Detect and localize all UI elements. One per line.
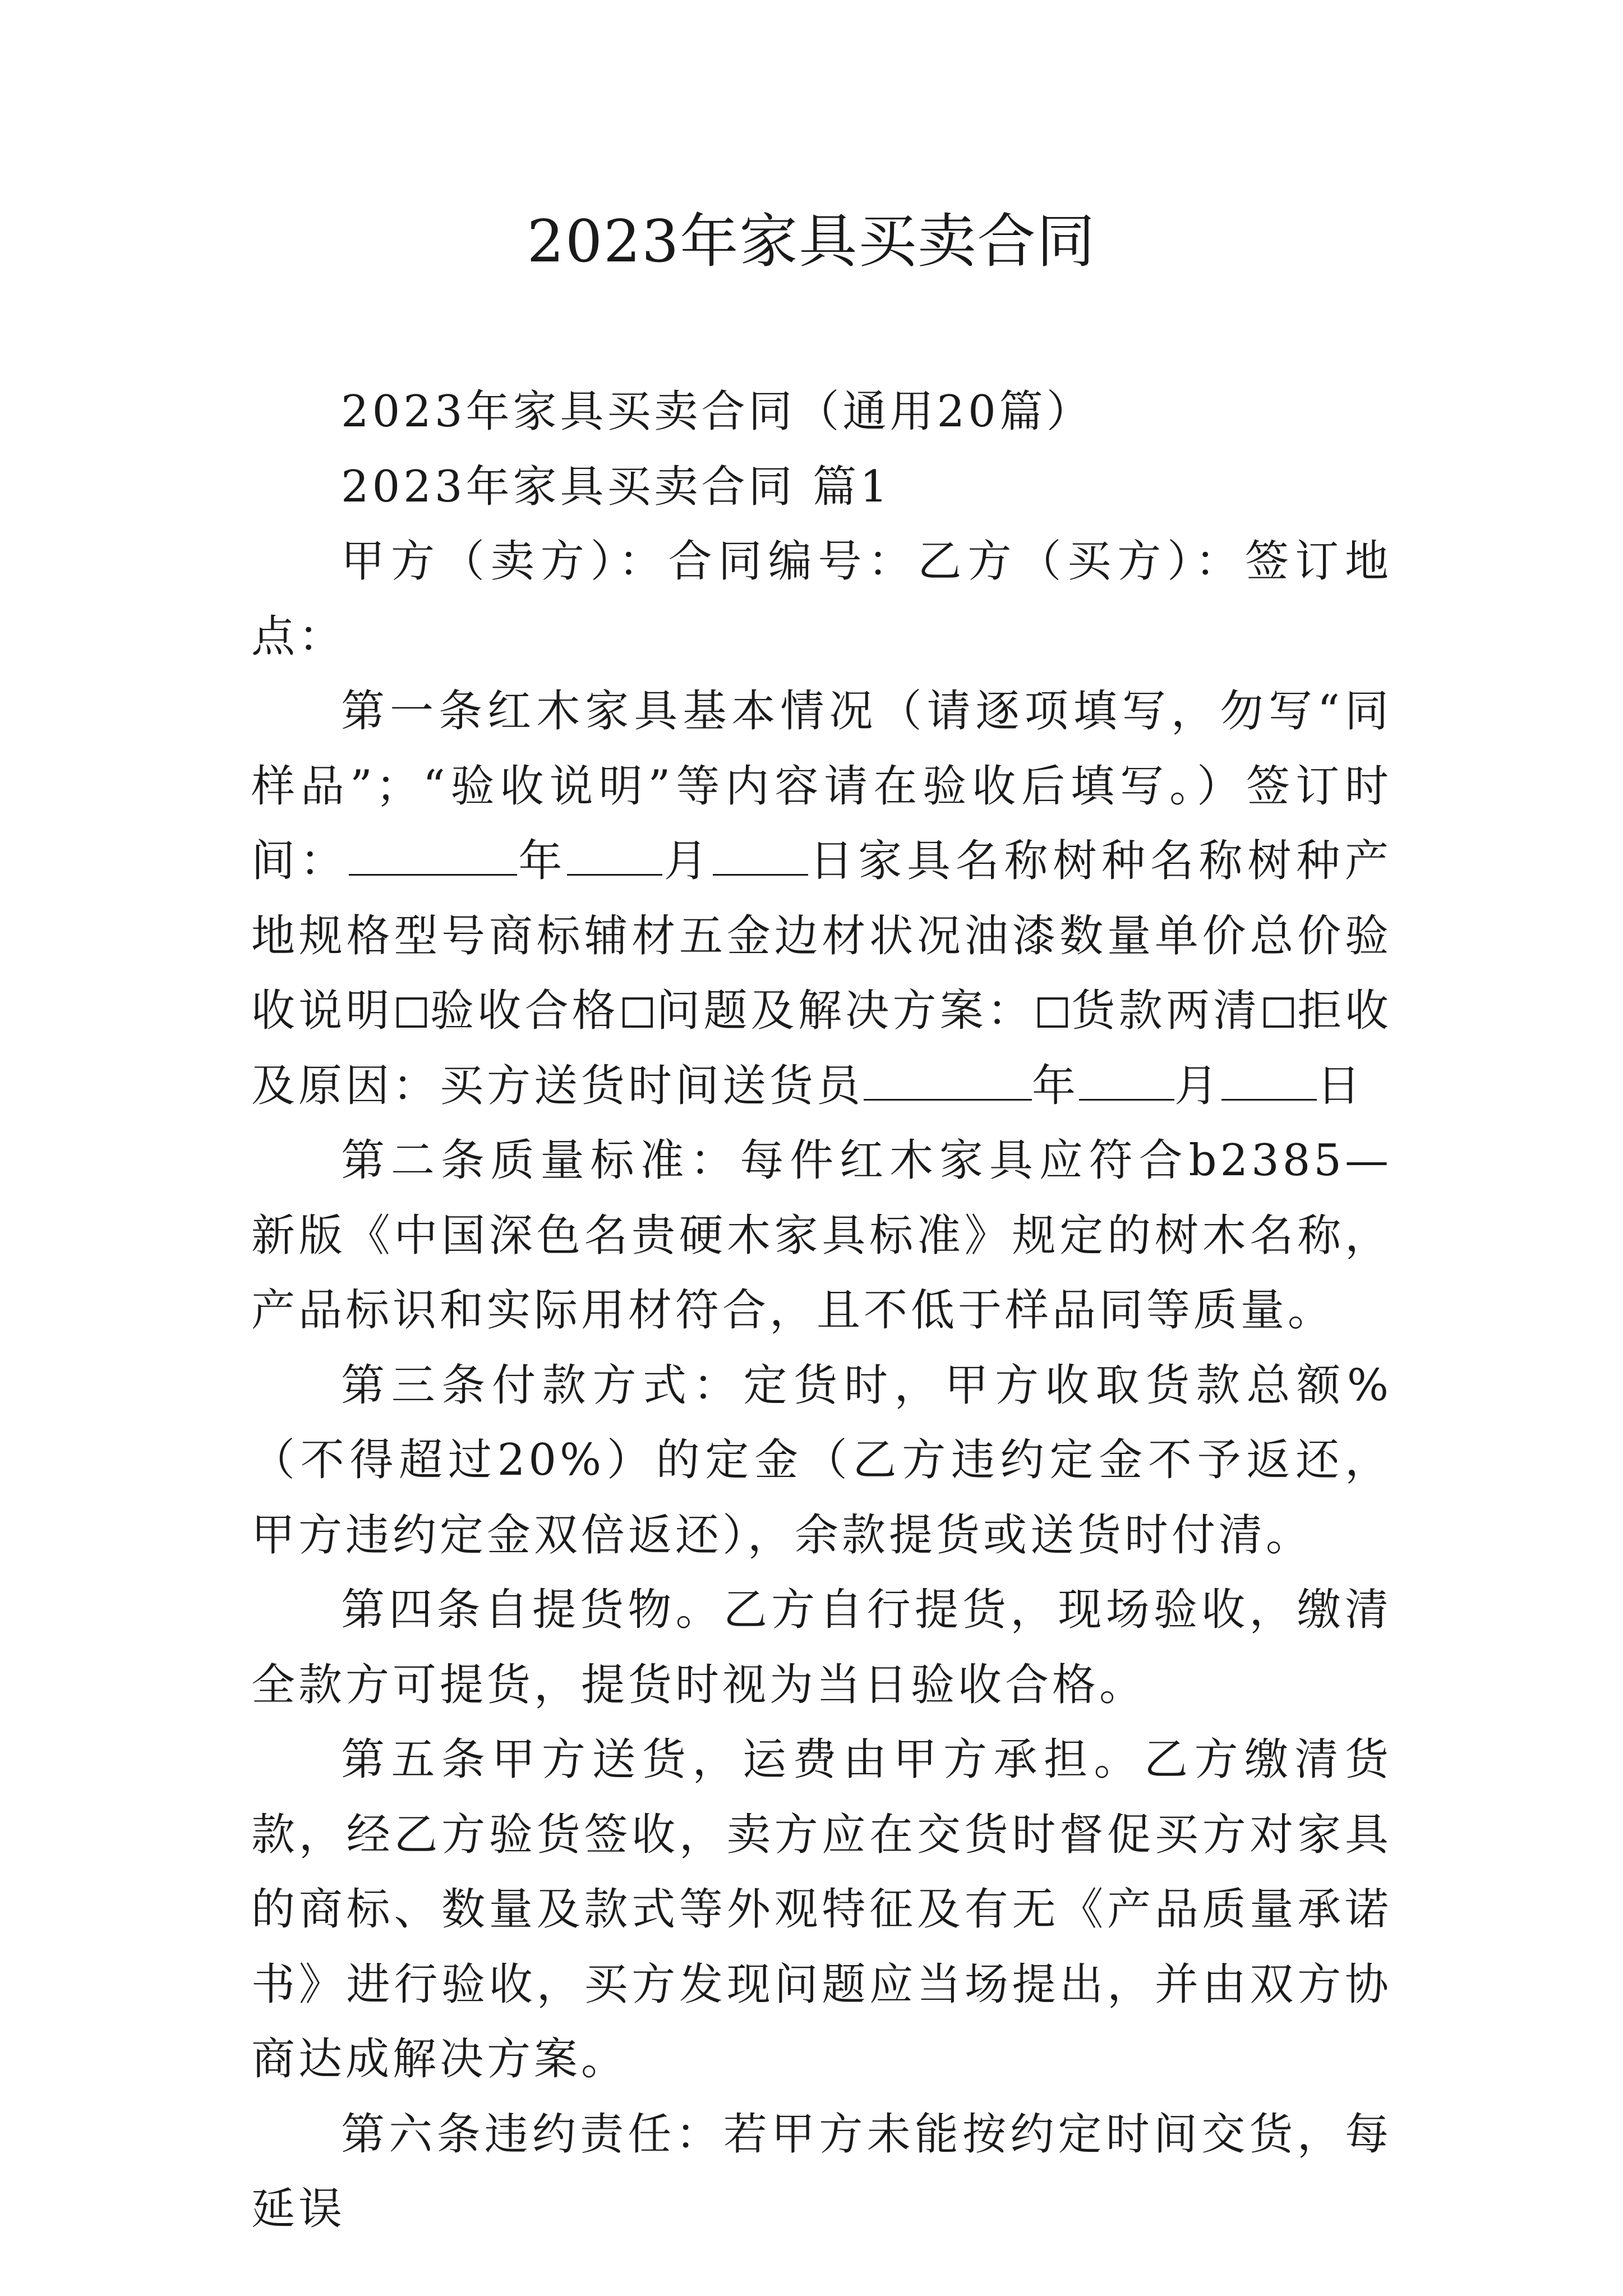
article-1 <box>251 674 1392 1124</box>
checkbox-icon <box>1038 997 1068 1028</box>
article-5: 第五条甲方送货，运费由甲方承担。乙方缴清货款，经乙方验货签收，卖方应在交货时督促买方对家具的商标、数量及款式等外观特征及有无《产品质量承诺书》进行验收，买方发现问题应当场提出，并由双方协商达成解决方案。 <box>251 1734 1392 2085</box>
blank-delivery-day <box>1221 1065 1317 1101</box>
blank-delivery-year <box>864 1065 1032 1101</box>
article-6: 第六条违约责任：若甲方未能按约定时间交货，每延误 <box>251 2109 1392 2234</box>
date-year-label: 年 <box>517 836 568 886</box>
blank-month <box>567 840 662 876</box>
section-heading: 2023年家具买卖合同 篇1 <box>341 461 891 512</box>
checkbox-icon <box>623 997 653 1028</box>
check-rejected-label: 拒收及原因：买方送货时间送货员 <box>251 986 1392 1111</box>
article-2: 第二条质量标准：每件红木家具应符合b2385—新版《中国深色名贵硬木家具标准》规定的树木名称，产品标识和实际用材符合，且不低于样品同等质量。 <box>251 1135 1392 1336</box>
check-accepted-label: 验收合格 <box>430 986 619 1036</box>
check-problem-label: 问题及解决方案： <box>656 986 1035 1036</box>
article-1-intro: 第一条红木家具基本情况（请逐项填写，勿写“同样品”；“验收说明”等内容请在验收后填写。）签订时间： <box>251 686 1392 886</box>
article-3: 第三条付款方式：定货时，甲方收取货款总额%（不得超过20%）的定金（乙方违约定金不予返还，甲方违约定金双倍返还），余款提货或送货时付清。 <box>251 1360 1392 1561</box>
delivery-day-label: 日 <box>1317 1060 1364 1111</box>
blank-day <box>713 840 808 876</box>
document-title: 2023年家具买卖合同 <box>527 207 1096 275</box>
checkbox-icon <box>396 997 427 1028</box>
check-paid-label: 货款两清 <box>1071 986 1261 1036</box>
article-1-items: 日家具名称树种名称树种产地规格型号商标辅材五金边材状况油漆数量单价总价验收说明 <box>251 836 1392 1036</box>
date-month-label: 月 <box>662 836 713 886</box>
delivery-month-label: 月 <box>1174 1060 1222 1111</box>
delivery-year-label: 年 <box>1032 1060 1080 1111</box>
checkbox-icon <box>1264 997 1294 1028</box>
blank-year <box>349 840 517 876</box>
document-subtitle: 2023年家具买卖合同（通用20篇） <box>341 386 1094 437</box>
blank-delivery-month <box>1079 1065 1174 1101</box>
article-4: 第四条自提货物。乙方自行提货，现场验收，缴清全款方可提货，提货时视为当日验收合格。 <box>251 1585 1392 1710</box>
document-body <box>251 375 1392 2247</box>
parties-line: 甲方（卖方）：合同编号：乙方（买方）：签订地点： <box>251 536 1392 662</box>
